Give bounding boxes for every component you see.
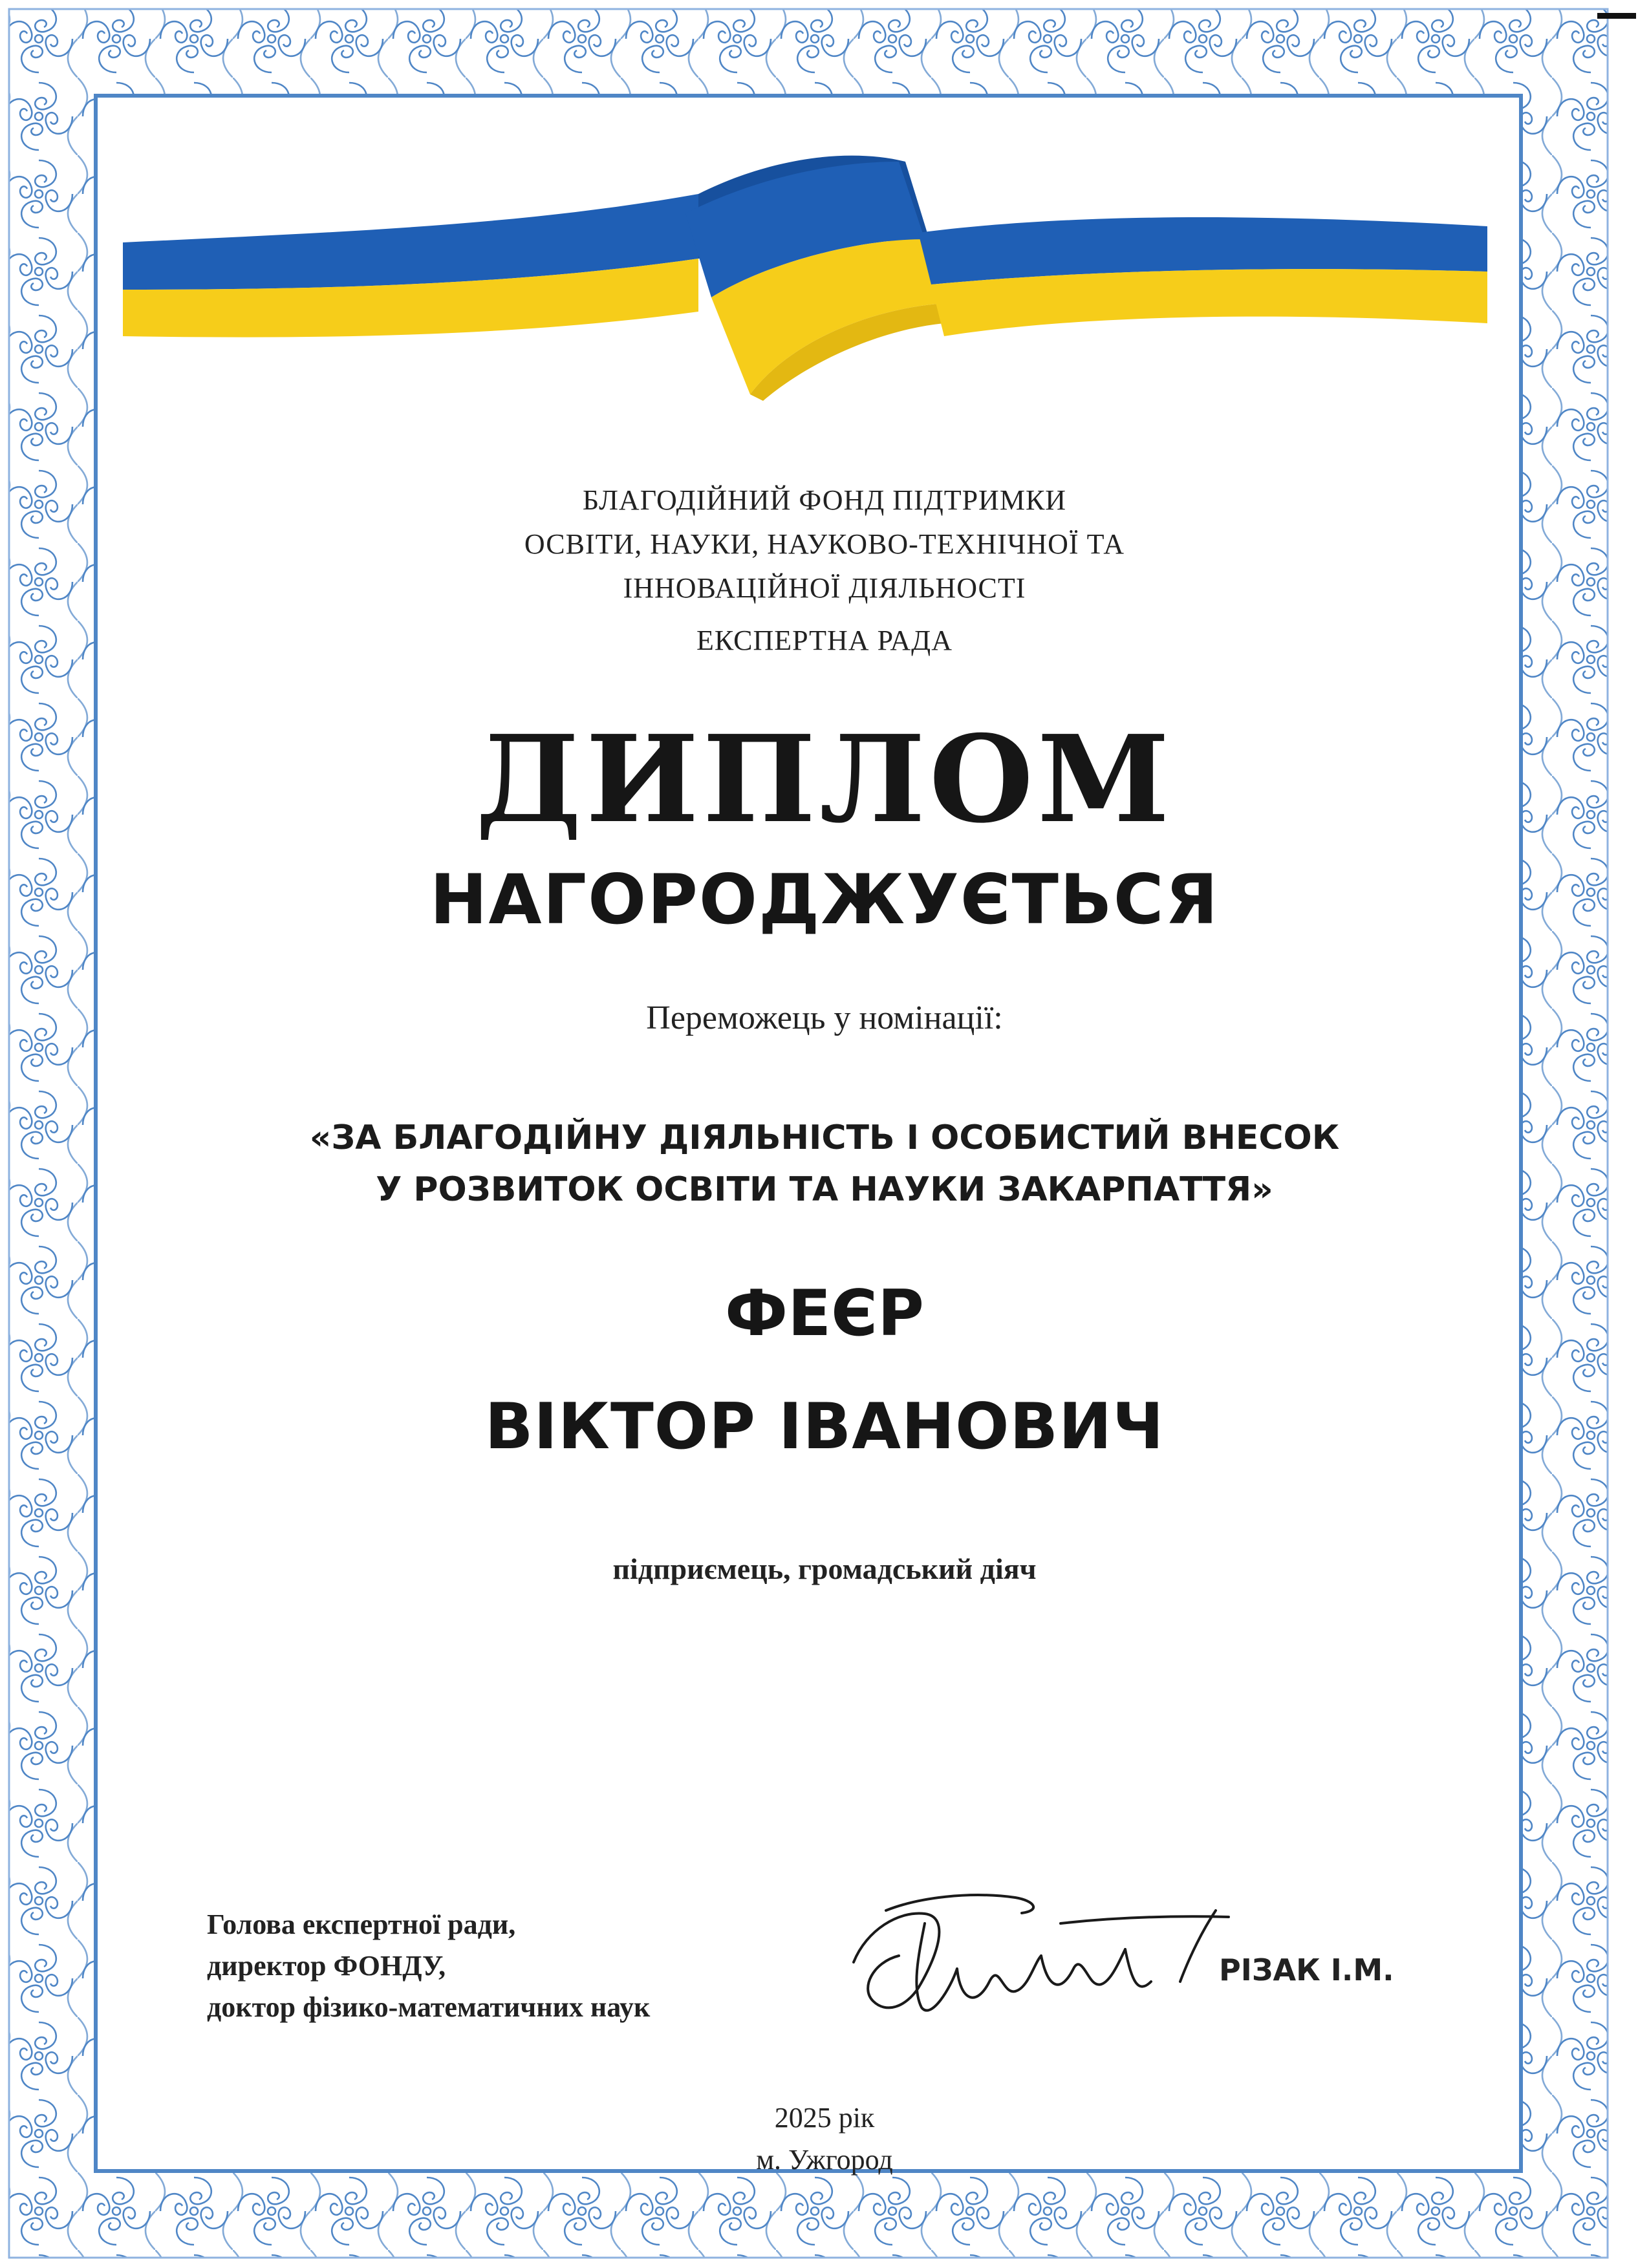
- recipient-occupation: підприємець, громадський діяч: [612, 1552, 1037, 1585]
- awarded-heading: НАГОРОДЖУЄТЬСЯ: [429, 860, 1220, 939]
- signatory-title-line: доктор фізико-математичних наук: [207, 1991, 651, 2023]
- nomination-title: [0, 1112, 1649, 1215]
- recipient-name: ВІКТОР ІВАНОВИЧ: [484, 1390, 1165, 1464]
- handwritten-signature: [828, 1885, 1242, 2033]
- signatory-title-line: Голова експертної ради,: [207, 1909, 516, 1940]
- organization-line: ІННОВАЦІЙНОЇ ДІЯЛЬНОСТІ: [623, 572, 1026, 604]
- signatory-name: РІЗАК І.М.: [1219, 1952, 1394, 1987]
- organization-line: ОСВІТИ, НАУКИ, НАУКОВО-ТЕХНІЧНОЇ ТА: [524, 528, 1125, 560]
- winner-label: Переможець у номінації:: [646, 1000, 1003, 1036]
- recipient-surname: ФЕЄР: [725, 1277, 924, 1351]
- organization-line: БЛАГОДІЙНИЙ ФОНД ПІДТРИМКИ: [582, 484, 1067, 516]
- organization-name: [0, 478, 1649, 610]
- scan-corner-mark: [1597, 13, 1636, 19]
- signatory-title-line: директор ФОНДУ,: [207, 1950, 446, 1982]
- expert-council-label: ЕКСПЕРТНА РАДА: [696, 625, 953, 656]
- issue-year: 2025 рік: [774, 2102, 875, 2134]
- issue-city: м. Ужгород: [756, 2144, 893, 2176]
- nomination-line: У РОЗВИТОК ОСВІТИ ТА НАУКИ ЗАКАРПАТТЯ»: [376, 1170, 1273, 1209]
- signatory-title: [207, 1904, 650, 2028]
- nomination-line: «ЗА БЛАГОДІЙНУ ДІЯЛЬНІСТЬ І ОСОБИСТИЙ ВНЕСОК: [309, 1118, 1340, 1157]
- diploma-title: ДИПЛОМ: [475, 709, 1174, 850]
